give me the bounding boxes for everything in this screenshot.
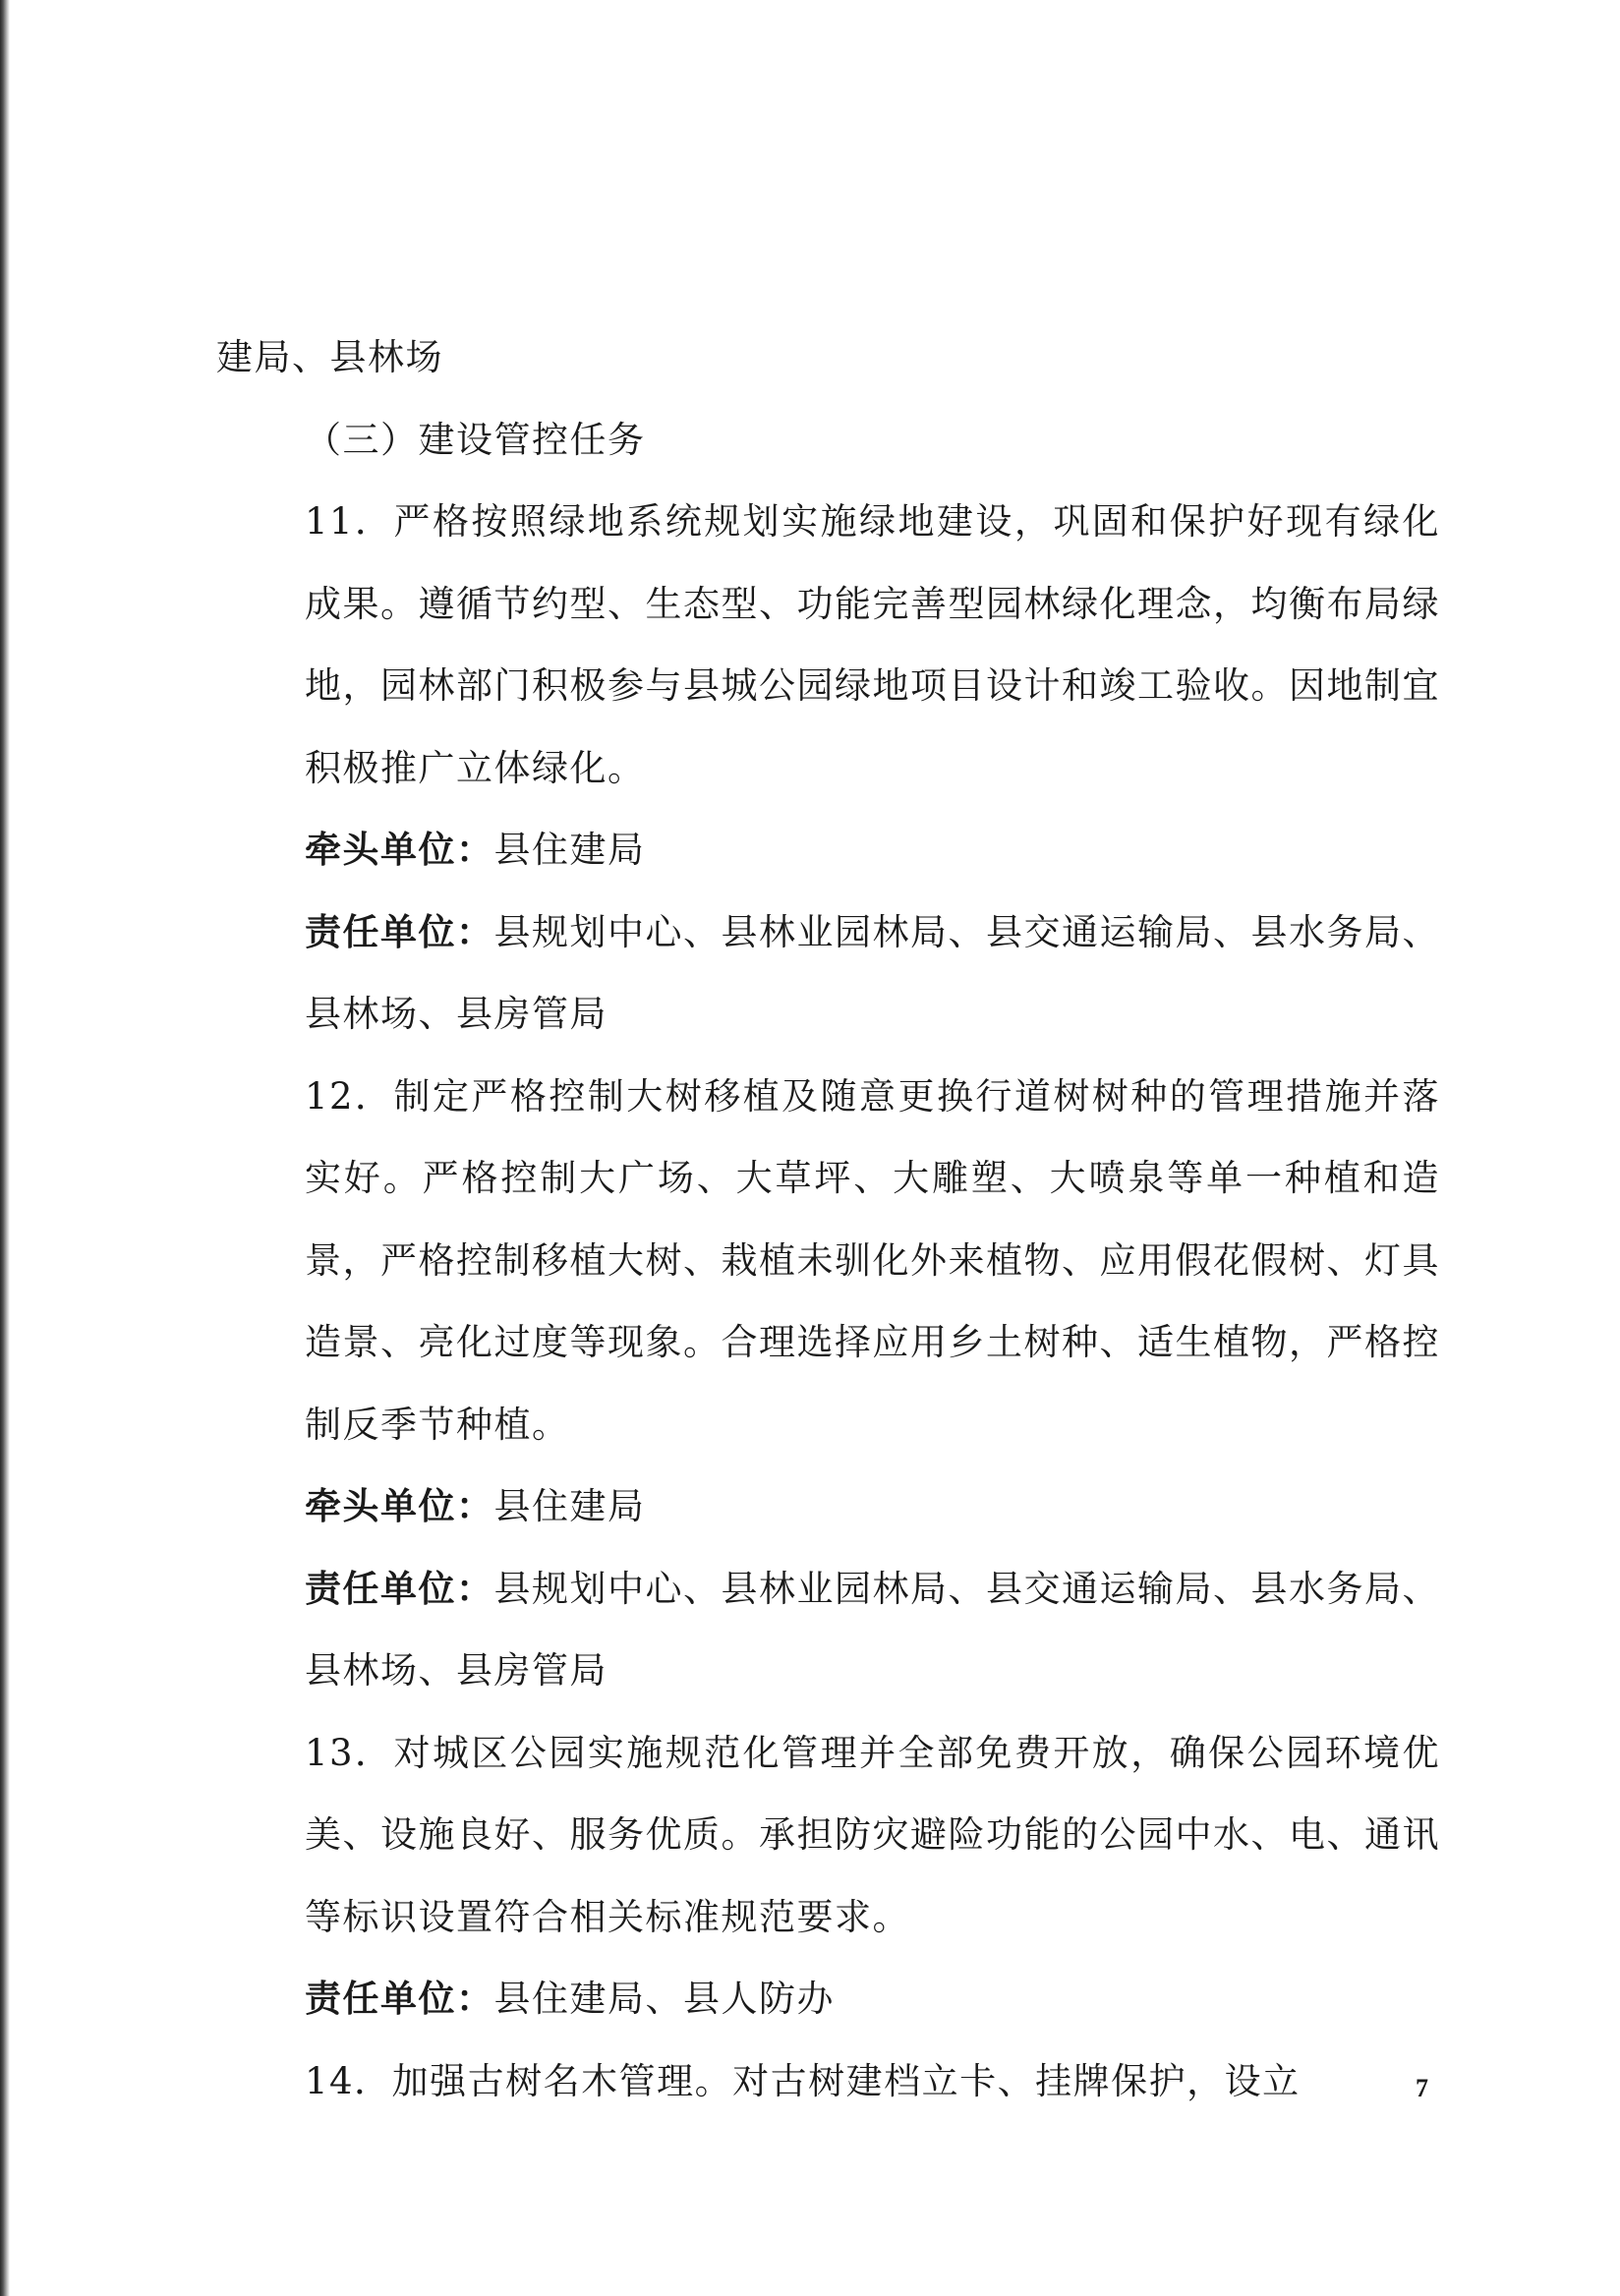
resp-unit-label: 责任单位： — [305, 910, 494, 953]
document-body — [216, 316, 1440, 2122]
resp-unit-value: 县规划中心、县林业园林局、县交通运输局、县水务局、县林场、县房管局 — [305, 1567, 1440, 1692]
item-11-lead — [216, 809, 1440, 891]
item-11-text: 11．严格按照绿地系统规划实施绿地建设，巩固和保护好现有绿化成果。遵循节约型、生态型、功能完善型园林绿化理念，均衡布局绿地，园林部门积极参与县城公园绿地项目设计和竣工验收。因地制宜积极推广立体绿化。 — [305, 500, 1440, 789]
resp-unit-label: 责任单位： — [305, 1567, 494, 1610]
scan-edge — [0, 0, 10, 2296]
item-12-resp — [216, 1548, 1440, 1712]
section-heading: （三）建设管控任务 — [305, 418, 646, 461]
item-12-lead — [216, 1465, 1440, 1548]
resp-unit-value: 县规划中心、县林业园林局、县交通运输局、县水务局、县林场、县房管局 — [305, 910, 1440, 1035]
item-11-resp — [216, 891, 1440, 1056]
item-13-text: 13．对城区公园实施规范化管理并全部免费开放，确保公园环境优美、设施良好、服务优质。承担防灾避险功能的公园中水、电、通讯等标识设置符合相关标准规范要求。 — [305, 1731, 1440, 1938]
lead-unit-label: 牵头单位： — [305, 829, 494, 871]
lead-unit-value: 县住建局 — [493, 829, 646, 871]
lead-unit-label: 牵头单位： — [305, 1485, 494, 1527]
resp-unit-label: 责任单位： — [305, 1978, 494, 2020]
item-13-resp — [216, 1958, 1440, 2040]
item-12-text: 12．制定严格控制大树移植及随意更换行道树树种的管理措施并落实好。严格控制大广场、大草坪、大雕塑、大喷泉等单一种植和造景，严格控制移植大树、栽植未驯化外来植物、应用假花假树、灯具造景、亮化过度等现象。合理选择应用乡土树种、适生植物，严格控制反季节种植。 — [305, 1074, 1440, 1446]
lead-unit-value: 县住建局 — [493, 1485, 646, 1527]
page-number: 7 — [1416, 2074, 1428, 2102]
item-14-text: 14．加强古树名木管理。对古树建档立卡、挂牌保护，设立 — [305, 2059, 1301, 2102]
resp-unit-value: 县住建局、县人防办 — [493, 1978, 835, 2020]
continuation-line: 建局、县林场 — [216, 336, 443, 378]
